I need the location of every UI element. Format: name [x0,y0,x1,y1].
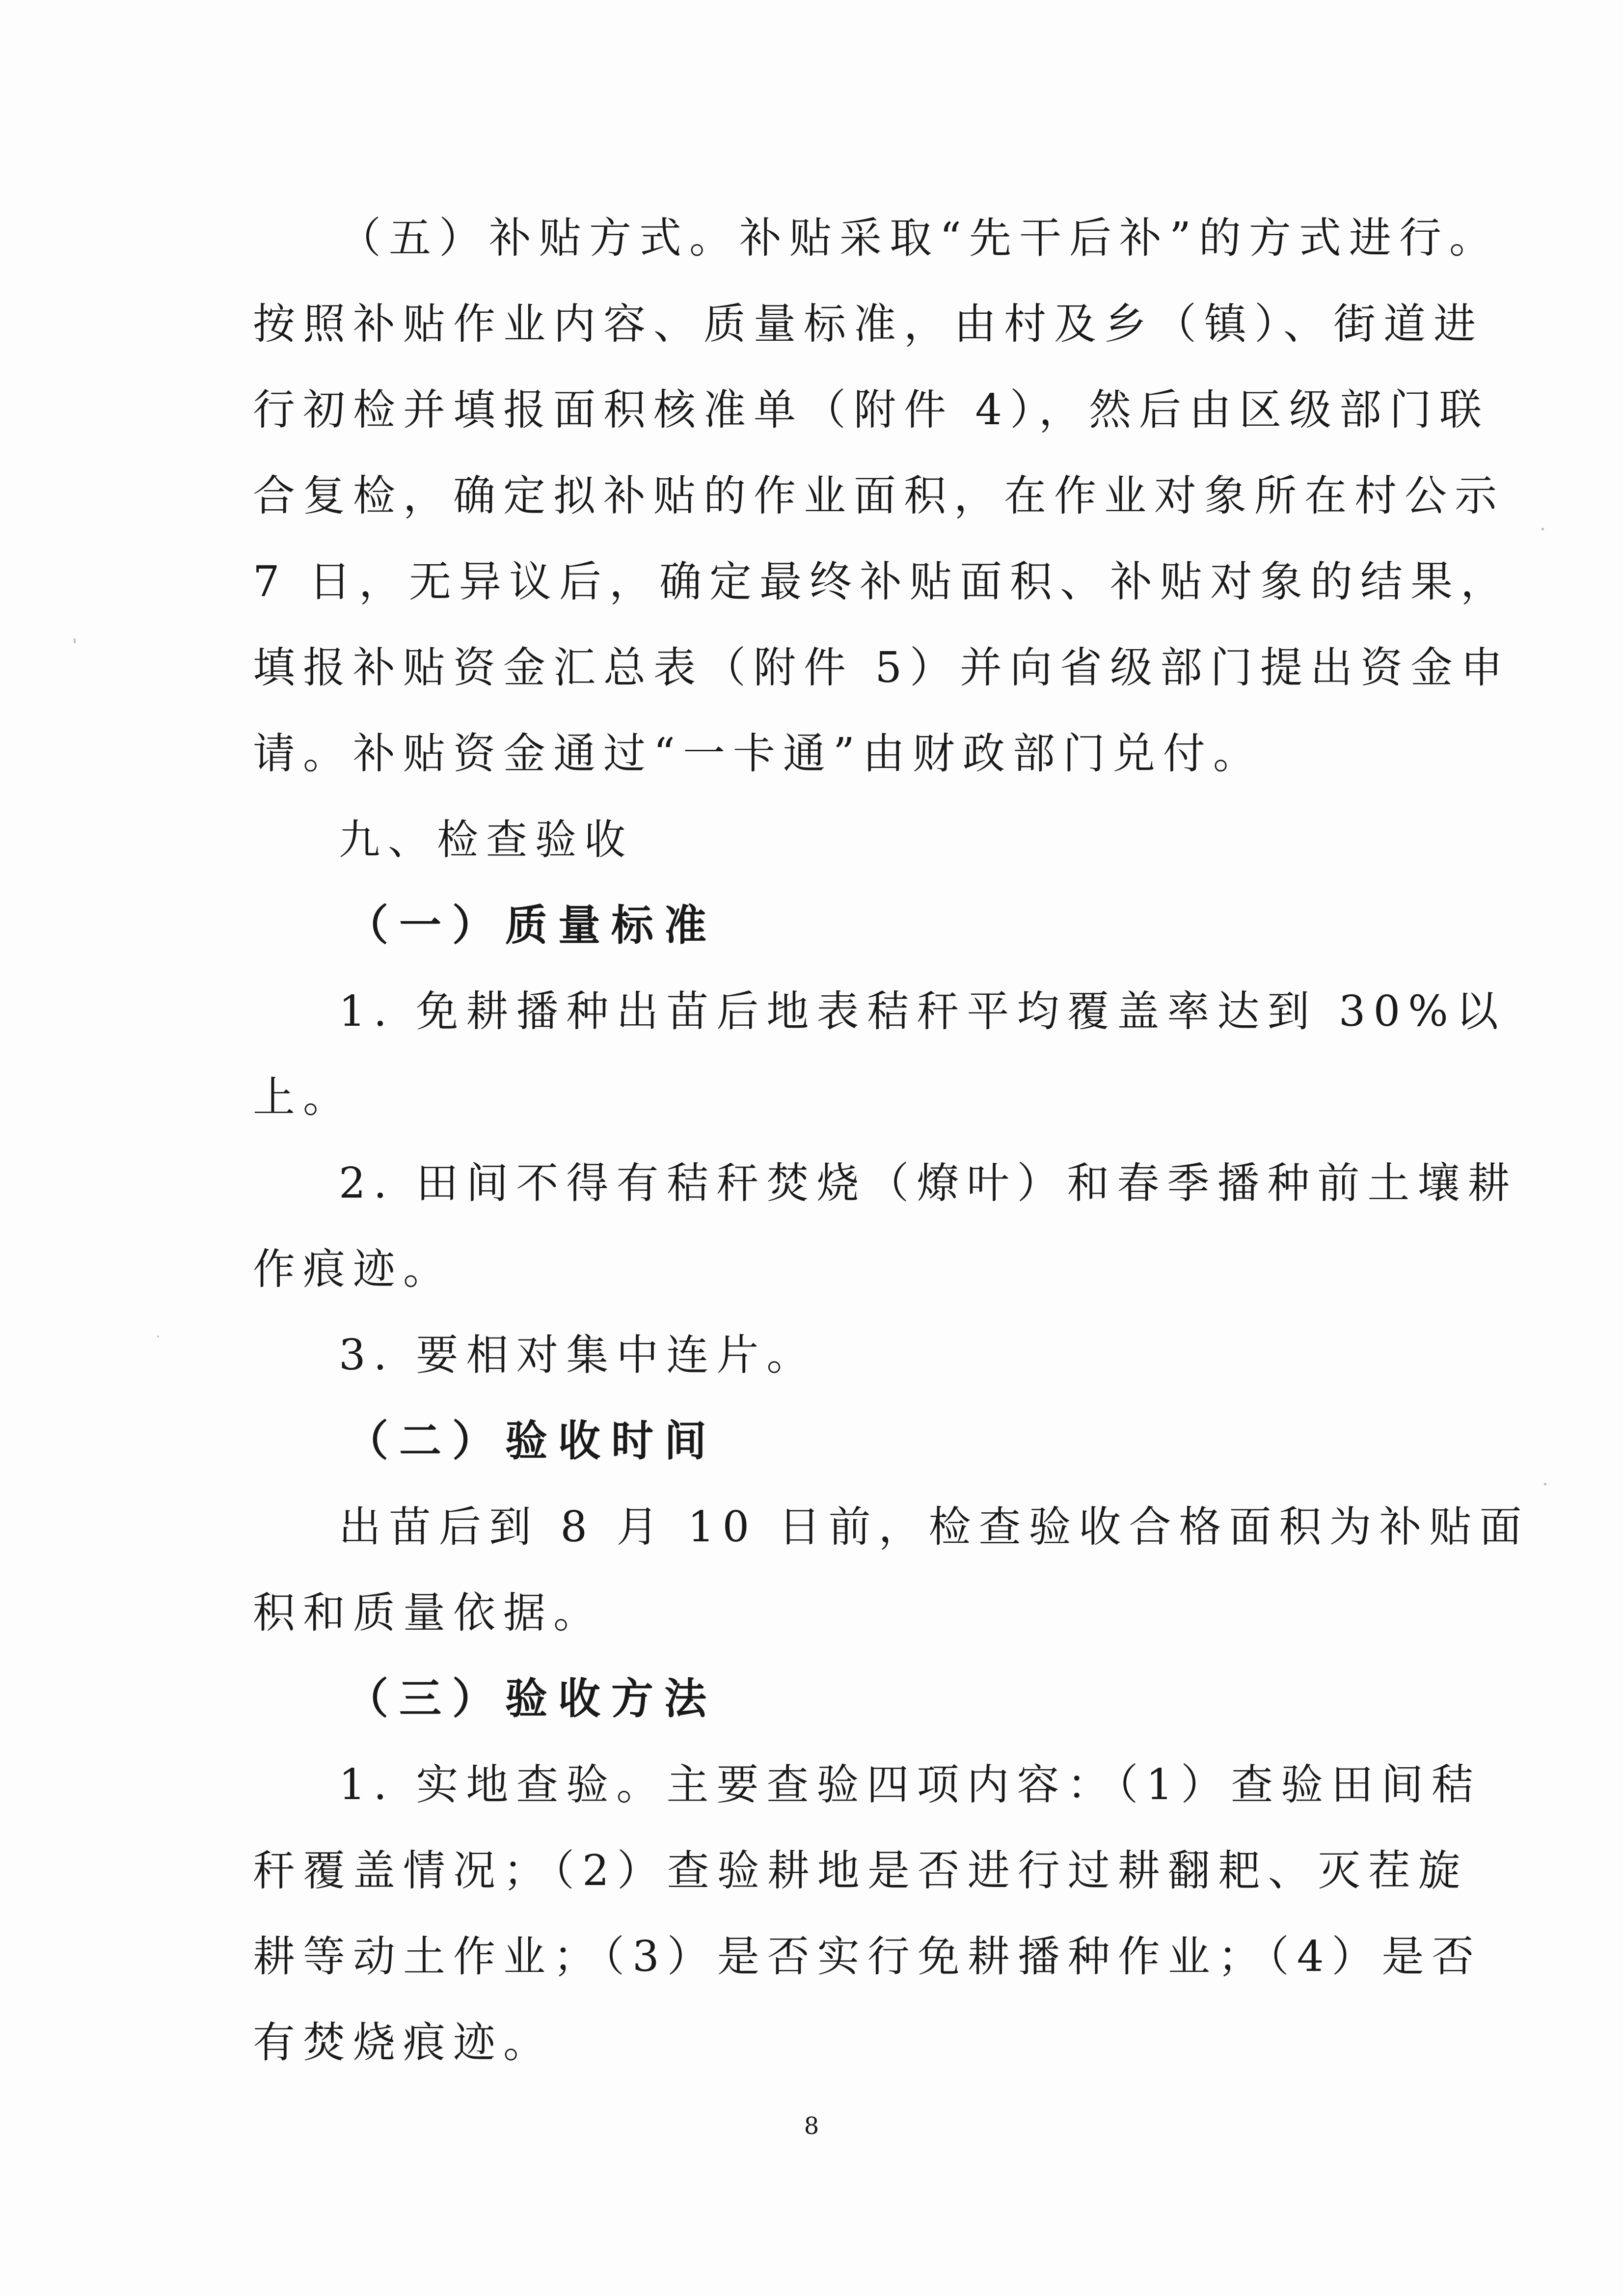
scan-speck [74,638,76,643]
paragraph-subsidy-method-line-5: 7 日，无异议后，确定最终补贴面积、补贴对象的结果， [253,557,1511,606]
paragraph-subsidy-method-line-4: 合复检，确定拟补贴的作业面积，在作业对象所在村公示 [253,471,1505,520]
item-3: 3. 要相对集中连片。 [339,1331,817,1380]
paragraph-subsidy-method-line-3: 行初检并填报面积核准单（附件 4），然后由区级部门联 [253,385,1490,435]
subheading-acceptance-method: （三）验收方法 [346,1674,717,1723]
scan-speck [1542,528,1544,530]
item-1-line-1: 1. 免耕播种出苗后地表秸秆平均覆盖率达到 30%以 [339,987,1506,1036]
subheading-quality-standard: （一）质量标准 [346,901,717,950]
paragraph-subsidy-method-line-1: （五）补贴方式。补贴采取“先干后补”的方式进行。 [339,214,1499,263]
section-heading-inspection: 九、检查验收 [339,816,634,864]
item-1-line-2: 上。 [253,1073,353,1122]
page-number: 8 [804,2112,819,2140]
paragraph-subsidy-method-line-6: 填报补贴资金汇总表（附件 5）并向省级部门提出资金申 [253,643,1511,692]
method-item-1-line-2: 秆覆盖情况；（2）查验耕地是否进行过耕翻耙、灭茬旋 [253,1846,1468,1895]
paragraph-subsidy-method-line-7: 请。补贴资金通过“一卡通”由财政部门兑付。 [253,729,1263,778]
acceptance-time-line-1: 出苗后到 8 月 10 日前，检查验收合格面积为补贴面 [339,1503,1530,1552]
paragraph-subsidy-method-line-2: 按照补贴作业内容、质量标准，由村及乡（镇）、街道进 [253,300,1484,349]
method-item-1-line-4: 有焚烧痕迹。 [253,2018,553,2067]
item-2-line-2: 作痕迹。 [253,1245,453,1294]
scan-speck [157,1336,159,1338]
subheading-acceptance-time: （二）验收时间 [346,1416,717,1466]
method-item-1-line-1: 1. 实地查验。主要查验四项内容：（1）查验田间秸 [339,1760,1482,1809]
acceptance-time-line-2: 积和质量依据。 [253,1588,603,1638]
method-item-1-line-3: 耕等动土作业；（3）是否实行免耕播种作业；（4）是否 [253,1932,1482,1981]
item-2-line-1: 2. 田间不得有秸秆焚烧（燎叶）和春季播种前土壤耕 [339,1159,1518,1208]
scan-speck [1544,1483,1546,1485]
